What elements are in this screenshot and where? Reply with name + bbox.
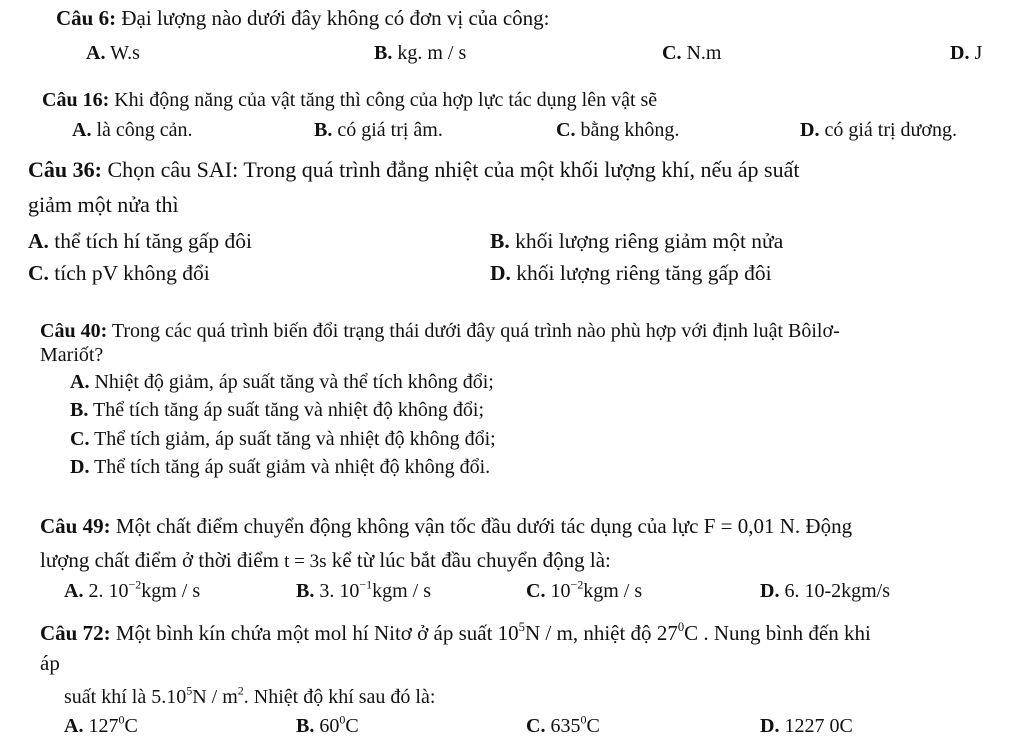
question-72-line3: suất khí là $5.10^5N / m^2$. Nhiệt độ khí sau đó là:: [64, 683, 436, 708]
q6-option-b: B. kg. m / s: [374, 42, 467, 64]
question-72-line2: áp: [40, 651, 60, 675]
time-value: t = 3s: [284, 551, 327, 572]
question-40-text-line1: Trong các quá trình biến đổi trạng thái dưới đây quá trình nào phù hợp với định luật Bôilơ-: [111, 320, 840, 342]
q16-option-c: C. bằng không.: [556, 119, 680, 141]
question-6-label: Câu 6:: [56, 6, 117, 30]
q72-option-d: D. 1227 0C: [760, 715, 853, 737]
question-40: [40, 320, 840, 343]
q6-option-a: A. W.s: [86, 42, 140, 64]
q36-option-a: A. thể tích hí tăng gấp đôi: [28, 229, 252, 253]
question-16: [42, 89, 657, 112]
q40-option-c: C. Thể tích giảm, áp suất tăng và nhiệt độ không đổi;: [70, 428, 496, 450]
q36-option-d: D. khối lượng riêng tăng gấp đôi: [490, 261, 772, 285]
q6-option-c: C. N.m: [662, 42, 722, 64]
question-6-text: Đại lượng nào dưới đây không có đơn vị của công:: [121, 6, 550, 30]
question-72: Câu 72: Một bình kín chứa một mol hí Nitơ ở áp suất $10^5N$ / m, nhiệt độ $27^0C$ . Nung bình đến khi: [40, 620, 871, 645]
question-36-line2: giảm một nửa thì: [28, 192, 179, 217]
q16-option-d: D. có giá trị dương.: [800, 119, 957, 141]
q49-option-c: C. $10^{-2}kgm$ / s: [526, 577, 643, 602]
question-49: Câu 49: Một chất điểm chuyển động không vận tốc đầu dưới tác dụng của lực F = 0,01 N. Động: [40, 514, 853, 538]
question-40-label: Câu 40:: [40, 320, 108, 342]
question-72-label: Câu 72:: [40, 621, 111, 645]
q40-option-a: A. Nhiệt độ giảm, áp suất tăng và thể tích không đổi;: [70, 371, 494, 393]
force-value: F = 0,01: [703, 514, 775, 538]
q72-option-c: C. $635^0C$: [526, 712, 600, 737]
question-49-label: Câu 49:: [40, 514, 111, 538]
question-36-text-line1: Chọn câu SAI: Trong quá trình đẳng nhiệt của một khối lượng khí, nếu áp suất: [107, 157, 800, 182]
question-16-label: Câu 16:: [42, 89, 110, 111]
question-36: [28, 157, 800, 183]
pressure-2: $5.10^5N / m^2$: [151, 683, 244, 708]
q36-option-c: C. tích pV không đổi: [28, 261, 210, 285]
q49-option-b: B. 3. $10^{-1}kgm$ / s: [296, 577, 432, 602]
q49-option-a: A. 2. $10^{-2}kgm$ / s: [64, 577, 201, 602]
temperature-1: $27^0C$: [656, 620, 699, 645]
q72-option-a: A. $127^0C$: [64, 712, 138, 737]
q36-option-b: B. khối lượng riêng giảm một nửa: [490, 229, 784, 253]
pressure-1: $10^5N$ / m: [497, 620, 573, 645]
q40-option-d: D. Thể tích tăng áp suất giảm và nhiệt độ không đổi.: [70, 456, 491, 478]
q40-option-b: B. Thể tích tăng áp suất tăng và nhiệt độ không đổi;: [70, 399, 485, 421]
question-16-text: Khi động năng của vật tăng thì công của hợp lực tác dụng lên vật sẽ: [114, 89, 658, 111]
question-36-label: Câu 36:: [28, 157, 102, 182]
q72-option-b: B. $60^0C$: [296, 712, 359, 737]
question-49-line2: lượng chất điểm ở thời điểm t = 3s kể từ lúc bắt đầu chuyển động là:: [40, 548, 611, 572]
q6-option-d: D. J: [950, 42, 983, 64]
q49-option-d: D. 6. 10-2kgm/s: [760, 580, 891, 602]
q16-option-b: B. có giá trị âm.: [314, 119, 443, 141]
question-6: [56, 6, 550, 31]
question-40-line2: Mariốt?: [40, 344, 104, 366]
q16-option-a: A. là công cản.: [72, 119, 193, 141]
